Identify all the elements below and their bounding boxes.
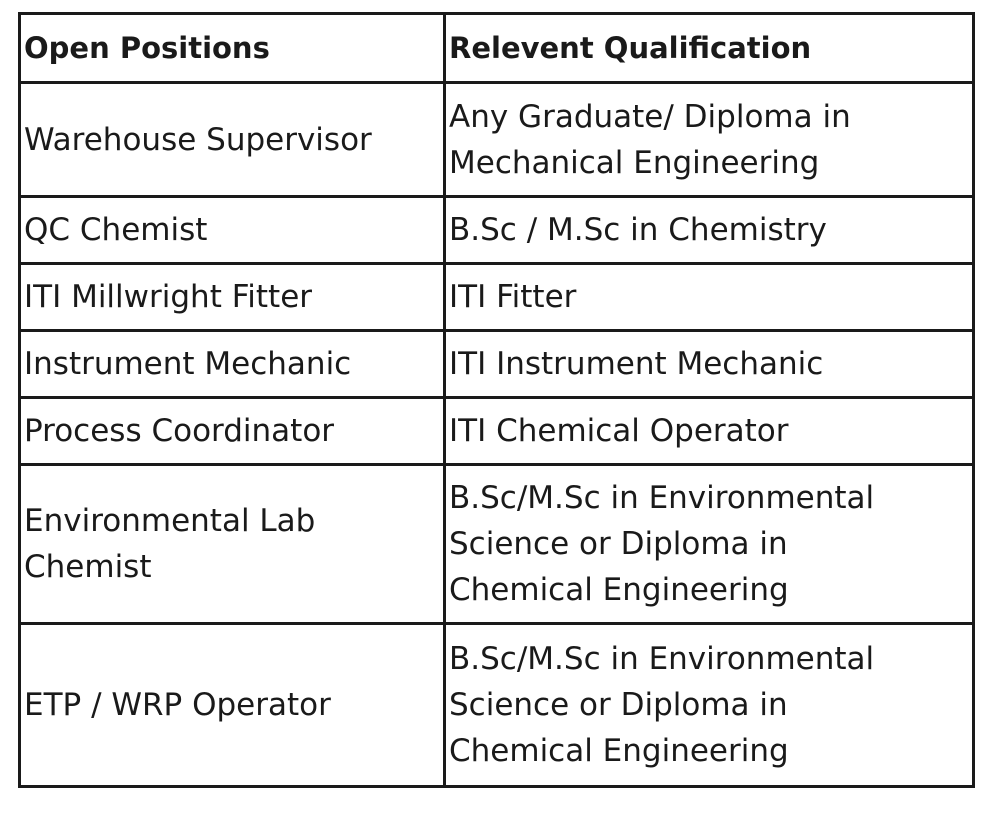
position-text: Process Coordinator — [24, 413, 335, 449]
position-cell — [20, 465, 445, 624]
qualification-text: B.Sc/M.Sc in Environmental — [449, 641, 875, 677]
table-row — [20, 465, 974, 624]
position-cell — [20, 264, 445, 331]
table-row — [20, 264, 974, 331]
position-text: Instrument Mechanic — [24, 346, 352, 382]
table-header-row — [20, 14, 974, 83]
qualification-text: Science or Diploma in — [449, 526, 788, 562]
positions-table-container — [18, 12, 972, 788]
table-row — [20, 83, 974, 197]
position-text: QC Chemist — [24, 212, 208, 248]
table-row — [20, 331, 974, 398]
position-text: ETP / WRP Operator — [24, 687, 331, 723]
qualification-text: Any Graduate/ Diploma in — [449, 98, 851, 135]
qualification-cell — [445, 264, 974, 331]
position-cell — [20, 624, 445, 787]
qualification-text: ITI Fitter — [449, 279, 577, 315]
qualification-text: Chemical Engineering — [449, 572, 789, 608]
qualification-cell — [445, 398, 974, 465]
qualification-text: Mechanical Engineering — [449, 144, 820, 181]
position-cell — [20, 331, 445, 398]
table-row — [20, 197, 974, 264]
qualification-text: Science or Diploma in — [449, 687, 788, 723]
header-relevent-qualification: Relevent Qualification — [445, 14, 974, 83]
table-row — [20, 624, 974, 787]
qualification-text: B.Sc / M.Sc in Chemistry — [449, 212, 827, 248]
qualification-text: ITI Chemical Operator — [449, 413, 789, 449]
qualification-text: B.Sc/M.Sc in Environmental — [449, 480, 875, 516]
qualification-cell — [445, 465, 974, 624]
table-row — [20, 398, 974, 465]
position-cell — [20, 398, 445, 465]
positions-table — [18, 12, 975, 788]
qualification-cell — [445, 624, 974, 787]
qualification-cell — [445, 83, 974, 197]
position-cell — [20, 83, 445, 197]
position-text: Warehouse Supervisor — [24, 121, 372, 158]
header-open-positions: Open Positions — [20, 14, 445, 83]
position-text: ITI Millwright Fitter — [24, 279, 313, 315]
position-text: Environmental Lab — [24, 503, 316, 539]
qualification-cell — [445, 331, 974, 398]
qualification-text: ITI Instrument Mechanic — [449, 346, 824, 382]
position-text: Chemist — [24, 549, 152, 585]
qualification-cell — [445, 197, 974, 264]
qualification-text: Chemical Engineering — [449, 733, 789, 769]
position-cell — [20, 197, 445, 264]
